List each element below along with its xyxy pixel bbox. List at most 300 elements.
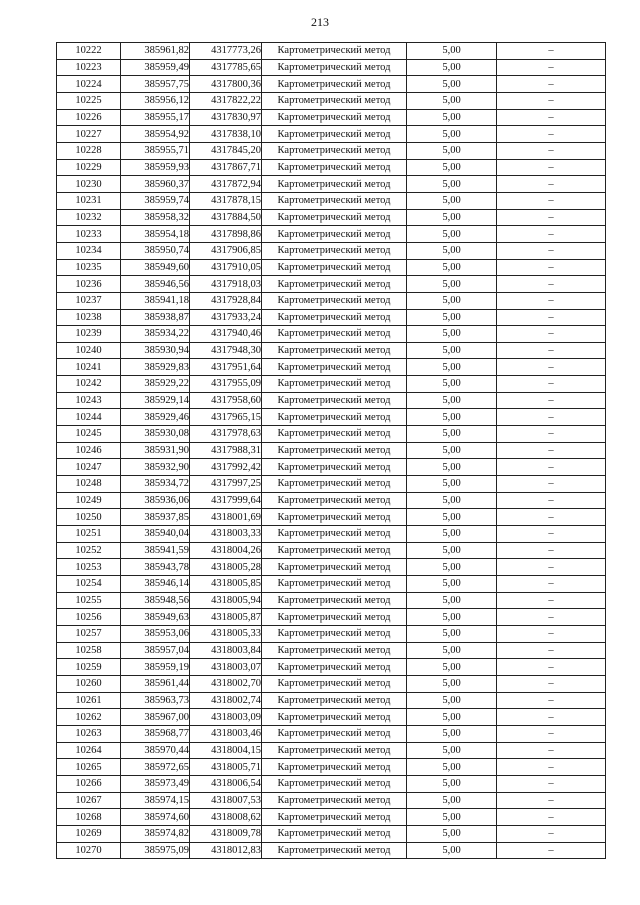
method-cell: Картометрический метод (262, 642, 407, 659)
accuracy-cell: 5,00 (407, 825, 497, 842)
point-number-cell: 10237 (57, 292, 121, 309)
note-cell: – (497, 625, 606, 642)
y-coordinate-cell: 4317785,65 (190, 59, 262, 76)
y-coordinate-cell: 4318008,62 (190, 809, 262, 826)
method-cell: Картометрический метод (262, 725, 407, 742)
table-row (57, 509, 606, 526)
x-coordinate-cell: 385946,56 (121, 276, 190, 293)
x-coordinate-cell: 385938,87 (121, 309, 190, 326)
accuracy-cell: 5,00 (407, 792, 497, 809)
x-coordinate-cell: 385929,14 (121, 392, 190, 409)
point-number-cell: 10240 (57, 342, 121, 359)
accuracy-cell: 5,00 (407, 609, 497, 626)
table-row (57, 642, 606, 659)
note-cell: – (497, 459, 606, 476)
method-cell: Картометрический метод (262, 526, 407, 543)
accuracy-cell: 5,00 (407, 426, 497, 443)
method-cell: Картометрический метод (262, 409, 407, 426)
y-coordinate-cell: 4318002,74 (190, 692, 262, 709)
point-number-cell: 10264 (57, 742, 121, 759)
y-coordinate-cell: 4318003,33 (190, 526, 262, 543)
table-row (57, 276, 606, 293)
table-row (57, 109, 606, 126)
method-cell: Картометрический метод (262, 775, 407, 792)
y-coordinate-cell: 4318012,83 (190, 842, 262, 859)
point-number-cell: 10263 (57, 725, 121, 742)
accuracy-cell: 5,00 (407, 759, 497, 776)
table-row (57, 226, 606, 243)
point-number-cell: 10243 (57, 392, 121, 409)
accuracy-cell: 5,00 (407, 359, 497, 376)
note-cell: – (497, 59, 606, 76)
y-coordinate-cell: 4317951,64 (190, 359, 262, 376)
point-number-cell: 10242 (57, 376, 121, 393)
note-cell: – (497, 109, 606, 126)
accuracy-cell: 5,00 (407, 592, 497, 609)
x-coordinate-cell: 385930,94 (121, 342, 190, 359)
method-cell: Картометрический метод (262, 692, 407, 709)
accuracy-cell: 5,00 (407, 326, 497, 343)
x-coordinate-cell: 385932,90 (121, 459, 190, 476)
x-coordinate-cell: 385959,74 (121, 192, 190, 209)
table-row (57, 492, 606, 509)
x-coordinate-cell: 385930,08 (121, 426, 190, 443)
method-cell: Картометрический метод (262, 309, 407, 326)
note-cell: – (497, 342, 606, 359)
x-coordinate-cell: 385936,06 (121, 492, 190, 509)
point-number-cell: 10239 (57, 326, 121, 343)
x-coordinate-cell: 385961,82 (121, 43, 190, 60)
accuracy-cell: 5,00 (407, 292, 497, 309)
accuracy-cell: 5,00 (407, 309, 497, 326)
y-coordinate-cell: 4317822,22 (190, 92, 262, 109)
accuracy-cell: 5,00 (407, 542, 497, 559)
y-coordinate-cell: 4317928,84 (190, 292, 262, 309)
method-cell: Картометрический метод (262, 276, 407, 293)
method-cell: Картометрический метод (262, 809, 407, 826)
method-cell: Картометрический метод (262, 426, 407, 443)
x-coordinate-cell: 385957,04 (121, 642, 190, 659)
y-coordinate-cell: 4318005,85 (190, 576, 262, 593)
point-number-cell: 10241 (57, 359, 121, 376)
x-coordinate-cell: 385972,65 (121, 759, 190, 776)
y-coordinate-cell: 4317838,10 (190, 126, 262, 143)
method-cell: Картометрический метод (262, 675, 407, 692)
accuracy-cell: 5,00 (407, 159, 497, 176)
accuracy-cell: 5,00 (407, 476, 497, 493)
point-number-cell: 10238 (57, 309, 121, 326)
table-row (57, 376, 606, 393)
x-coordinate-cell: 385946,14 (121, 576, 190, 593)
accuracy-cell: 5,00 (407, 675, 497, 692)
x-coordinate-cell: 385943,78 (121, 559, 190, 576)
x-coordinate-cell: 385974,15 (121, 792, 190, 809)
point-number-cell: 10261 (57, 692, 121, 709)
method-cell: Картометрический метод (262, 209, 407, 226)
x-coordinate-cell: 385929,22 (121, 376, 190, 393)
method-cell: Картометрический метод (262, 176, 407, 193)
point-number-cell: 10249 (57, 492, 121, 509)
accuracy-cell: 5,00 (407, 392, 497, 409)
method-cell: Картометрический метод (262, 142, 407, 159)
y-coordinate-cell: 4317940,46 (190, 326, 262, 343)
table-row (57, 559, 606, 576)
note-cell: – (497, 709, 606, 726)
note-cell: – (497, 526, 606, 543)
point-number-cell: 10223 (57, 59, 121, 76)
note-cell: – (497, 259, 606, 276)
note-cell: – (497, 692, 606, 709)
point-number-cell: 10245 (57, 426, 121, 443)
y-coordinate-cell: 4317878,15 (190, 192, 262, 209)
method-cell: Картометрический метод (262, 359, 407, 376)
method-cell: Картометрический метод (262, 659, 407, 676)
accuracy-cell: 5,00 (407, 92, 497, 109)
y-coordinate-cell: 4317918,03 (190, 276, 262, 293)
accuracy-cell: 5,00 (407, 842, 497, 859)
note-cell: – (497, 159, 606, 176)
y-coordinate-cell: 4317933,24 (190, 309, 262, 326)
table-row (57, 842, 606, 859)
table-row (57, 442, 606, 459)
method-cell: Картометрический метод (262, 509, 407, 526)
point-number-cell: 10224 (57, 76, 121, 93)
table-row (57, 459, 606, 476)
method-cell: Картометрический метод (262, 459, 407, 476)
note-cell: – (497, 326, 606, 343)
x-coordinate-cell: 385949,60 (121, 259, 190, 276)
point-number-cell: 10236 (57, 276, 121, 293)
table-row (57, 792, 606, 809)
point-number-cell: 10253 (57, 559, 121, 576)
y-coordinate-cell: 4317773,26 (190, 43, 262, 60)
method-cell: Картометрический метод (262, 559, 407, 576)
point-number-cell: 10266 (57, 775, 121, 792)
x-coordinate-cell: 385956,12 (121, 92, 190, 109)
x-coordinate-cell: 385959,49 (121, 59, 190, 76)
y-coordinate-cell: 4317884,50 (190, 209, 262, 226)
x-coordinate-cell: 385948,56 (121, 592, 190, 609)
point-number-cell: 10231 (57, 192, 121, 209)
accuracy-cell: 5,00 (407, 692, 497, 709)
accuracy-cell: 5,00 (407, 242, 497, 259)
table-row (57, 476, 606, 493)
y-coordinate-cell: 4317845,20 (190, 142, 262, 159)
y-coordinate-cell: 4317988,31 (190, 442, 262, 459)
accuracy-cell: 5,00 (407, 342, 497, 359)
accuracy-cell: 5,00 (407, 176, 497, 193)
x-coordinate-cell: 385953,06 (121, 625, 190, 642)
accuracy-cell: 5,00 (407, 775, 497, 792)
y-coordinate-cell: 4318005,28 (190, 559, 262, 576)
x-coordinate-cell: 385968,77 (121, 725, 190, 742)
point-number-cell: 10233 (57, 226, 121, 243)
table-row (57, 159, 606, 176)
table-row (57, 126, 606, 143)
table-row (57, 192, 606, 209)
point-number-cell: 10227 (57, 126, 121, 143)
point-number-cell: 10256 (57, 609, 121, 626)
table-row (57, 725, 606, 742)
table-row (57, 759, 606, 776)
table-row (57, 426, 606, 443)
note-cell: – (497, 576, 606, 593)
table-row (57, 242, 606, 259)
point-number-cell: 10267 (57, 792, 121, 809)
note-cell: – (497, 509, 606, 526)
y-coordinate-cell: 4317978,63 (190, 426, 262, 443)
method-cell: Картометрический метод (262, 625, 407, 642)
method-cell: Картометрический метод (262, 126, 407, 143)
note-cell: – (497, 476, 606, 493)
table-row (57, 59, 606, 76)
point-number-cell: 10225 (57, 92, 121, 109)
note-cell: – (497, 725, 606, 742)
x-coordinate-cell: 385949,63 (121, 609, 190, 626)
accuracy-cell: 5,00 (407, 509, 497, 526)
method-cell: Картометрический метод (262, 292, 407, 309)
y-coordinate-cell: 4317800,36 (190, 76, 262, 93)
y-coordinate-cell: 4318004,15 (190, 742, 262, 759)
y-coordinate-cell: 4317872,94 (190, 176, 262, 193)
note-cell: – (497, 142, 606, 159)
method-cell: Картометрический метод (262, 492, 407, 509)
method-cell: Картометрический метод (262, 709, 407, 726)
note-cell: – (497, 542, 606, 559)
accuracy-cell: 5,00 (407, 409, 497, 426)
accuracy-cell: 5,00 (407, 742, 497, 759)
method-cell: Картометрический метод (262, 759, 407, 776)
method-cell: Картометрический метод (262, 76, 407, 93)
point-number-cell: 10270 (57, 842, 121, 859)
method-cell: Картометрический метод (262, 192, 407, 209)
y-coordinate-cell: 4317906,85 (190, 242, 262, 259)
method-cell: Картометрический метод (262, 259, 407, 276)
x-coordinate-cell: 385937,85 (121, 509, 190, 526)
point-number-cell: 10262 (57, 709, 121, 726)
x-coordinate-cell: 385934,22 (121, 326, 190, 343)
y-coordinate-cell: 4318009,78 (190, 825, 262, 842)
x-coordinate-cell: 385941,59 (121, 542, 190, 559)
accuracy-cell: 5,00 (407, 625, 497, 642)
x-coordinate-cell: 385941,18 (121, 292, 190, 309)
point-number-cell: 10257 (57, 625, 121, 642)
table-row (57, 92, 606, 109)
table-row (57, 825, 606, 842)
table-row (57, 259, 606, 276)
y-coordinate-cell: 4317955,09 (190, 376, 262, 393)
note-cell: – (497, 642, 606, 659)
point-number-cell: 10258 (57, 642, 121, 659)
method-cell: Картометрический метод (262, 342, 407, 359)
table-row (57, 43, 606, 60)
table-row (57, 659, 606, 676)
note-cell: – (497, 176, 606, 193)
y-coordinate-cell: 4318006,54 (190, 775, 262, 792)
accuracy-cell: 5,00 (407, 226, 497, 243)
x-coordinate-cell: 385954,18 (121, 226, 190, 243)
table-row (57, 359, 606, 376)
accuracy-cell: 5,00 (407, 642, 497, 659)
page-number: 213 (311, 15, 329, 29)
y-coordinate-cell: 4318003,46 (190, 725, 262, 742)
point-number-cell: 10254 (57, 576, 121, 593)
x-coordinate-cell: 385974,60 (121, 809, 190, 826)
y-coordinate-cell: 4318003,07 (190, 659, 262, 676)
x-coordinate-cell: 385959,93 (121, 159, 190, 176)
accuracy-cell: 5,00 (407, 376, 497, 393)
note-cell: – (497, 792, 606, 809)
note-cell: – (497, 426, 606, 443)
accuracy-cell: 5,00 (407, 725, 497, 742)
x-coordinate-cell: 385961,44 (121, 675, 190, 692)
x-coordinate-cell: 385929,46 (121, 409, 190, 426)
method-cell: Картометрический метод (262, 242, 407, 259)
note-cell: – (497, 759, 606, 776)
note-cell: – (497, 226, 606, 243)
method-cell: Картометрический метод (262, 442, 407, 459)
y-coordinate-cell: 4317910,05 (190, 259, 262, 276)
y-coordinate-cell: 4318007,53 (190, 792, 262, 809)
accuracy-cell: 5,00 (407, 259, 497, 276)
x-coordinate-cell: 385958,32 (121, 209, 190, 226)
accuracy-cell: 5,00 (407, 276, 497, 293)
table-row (57, 542, 606, 559)
x-coordinate-cell: 385960,37 (121, 176, 190, 193)
table-row (57, 692, 606, 709)
note-cell: – (497, 392, 606, 409)
method-cell: Картометрический метод (262, 476, 407, 493)
accuracy-cell: 5,00 (407, 109, 497, 126)
table-row (57, 675, 606, 692)
note-cell: – (497, 359, 606, 376)
y-coordinate-cell: 4317965,15 (190, 409, 262, 426)
y-coordinate-cell: 4318001,69 (190, 509, 262, 526)
note-cell: – (497, 742, 606, 759)
method-cell: Картометрический метод (262, 592, 407, 609)
accuracy-cell: 5,00 (407, 442, 497, 459)
y-coordinate-cell: 4317999,64 (190, 492, 262, 509)
point-number-cell: 10235 (57, 259, 121, 276)
note-cell: – (497, 242, 606, 259)
note-cell: – (497, 126, 606, 143)
table-row (57, 326, 606, 343)
point-number-cell: 10229 (57, 159, 121, 176)
table-row (57, 176, 606, 193)
table-row (57, 526, 606, 543)
note-cell: – (497, 409, 606, 426)
y-coordinate-cell: 4318005,87 (190, 609, 262, 626)
accuracy-cell: 5,00 (407, 809, 497, 826)
method-cell: Картометрический метод (262, 825, 407, 842)
method-cell: Картометрический метод (262, 59, 407, 76)
point-number-cell: 10268 (57, 809, 121, 826)
note-cell: – (497, 376, 606, 393)
y-coordinate-cell: 4317958,60 (190, 392, 262, 409)
point-number-cell: 10251 (57, 526, 121, 543)
x-coordinate-cell: 385967,00 (121, 709, 190, 726)
table-row (57, 592, 606, 609)
note-cell: – (497, 842, 606, 859)
accuracy-cell: 5,00 (407, 142, 497, 159)
note-cell: – (497, 775, 606, 792)
note-cell: – (497, 92, 606, 109)
table-row (57, 142, 606, 159)
y-coordinate-cell: 4318003,09 (190, 709, 262, 726)
note-cell: – (497, 276, 606, 293)
method-cell: Картометрический метод (262, 43, 407, 60)
note-cell: – (497, 442, 606, 459)
method-cell: Картометрический метод (262, 92, 407, 109)
note-cell: – (497, 209, 606, 226)
table-row (57, 576, 606, 593)
table-row (57, 809, 606, 826)
y-coordinate-cell: 4318005,33 (190, 625, 262, 642)
accuracy-cell: 5,00 (407, 126, 497, 143)
table-row (57, 775, 606, 792)
note-cell: – (497, 192, 606, 209)
x-coordinate-cell: 385929,83 (121, 359, 190, 376)
accuracy-cell: 5,00 (407, 559, 497, 576)
point-number-cell: 10247 (57, 459, 121, 476)
point-number-cell: 10250 (57, 509, 121, 526)
table-row (57, 209, 606, 226)
table-row (57, 292, 606, 309)
note-cell: – (497, 43, 606, 60)
point-number-cell: 10244 (57, 409, 121, 426)
method-cell: Картометрический метод (262, 376, 407, 393)
coordinates-table (56, 42, 606, 859)
table-row (57, 742, 606, 759)
x-coordinate-cell: 385955,71 (121, 142, 190, 159)
table-row (57, 76, 606, 93)
note-cell: – (497, 559, 606, 576)
y-coordinate-cell: 4317867,71 (190, 159, 262, 176)
y-coordinate-cell: 4317997,25 (190, 476, 262, 493)
method-cell: Картометрический метод (262, 326, 407, 343)
table-body (57, 43, 606, 859)
x-coordinate-cell: 385959,19 (121, 659, 190, 676)
note-cell: – (497, 659, 606, 676)
table-row (57, 309, 606, 326)
note-cell: – (497, 492, 606, 509)
y-coordinate-cell: 4318002,70 (190, 675, 262, 692)
x-coordinate-cell: 385934,72 (121, 476, 190, 493)
note-cell: – (497, 76, 606, 93)
note-cell: – (497, 292, 606, 309)
x-coordinate-cell: 385957,75 (121, 76, 190, 93)
note-cell: – (497, 809, 606, 826)
accuracy-cell: 5,00 (407, 192, 497, 209)
accuracy-cell: 5,00 (407, 76, 497, 93)
y-coordinate-cell: 4317898,86 (190, 226, 262, 243)
note-cell: – (497, 825, 606, 842)
table-row (57, 709, 606, 726)
y-coordinate-cell: 4318003,84 (190, 642, 262, 659)
method-cell: Картометрический метод (262, 159, 407, 176)
y-coordinate-cell: 4318005,94 (190, 592, 262, 609)
point-number-cell: 10234 (57, 242, 121, 259)
method-cell: Картометрический метод (262, 576, 407, 593)
accuracy-cell: 5,00 (407, 59, 497, 76)
accuracy-cell: 5,00 (407, 526, 497, 543)
point-number-cell: 10259 (57, 659, 121, 676)
x-coordinate-cell: 385970,44 (121, 742, 190, 759)
point-number-cell: 10226 (57, 109, 121, 126)
y-coordinate-cell: 4318004,26 (190, 542, 262, 559)
note-cell: – (497, 609, 606, 626)
note-cell: – (497, 592, 606, 609)
